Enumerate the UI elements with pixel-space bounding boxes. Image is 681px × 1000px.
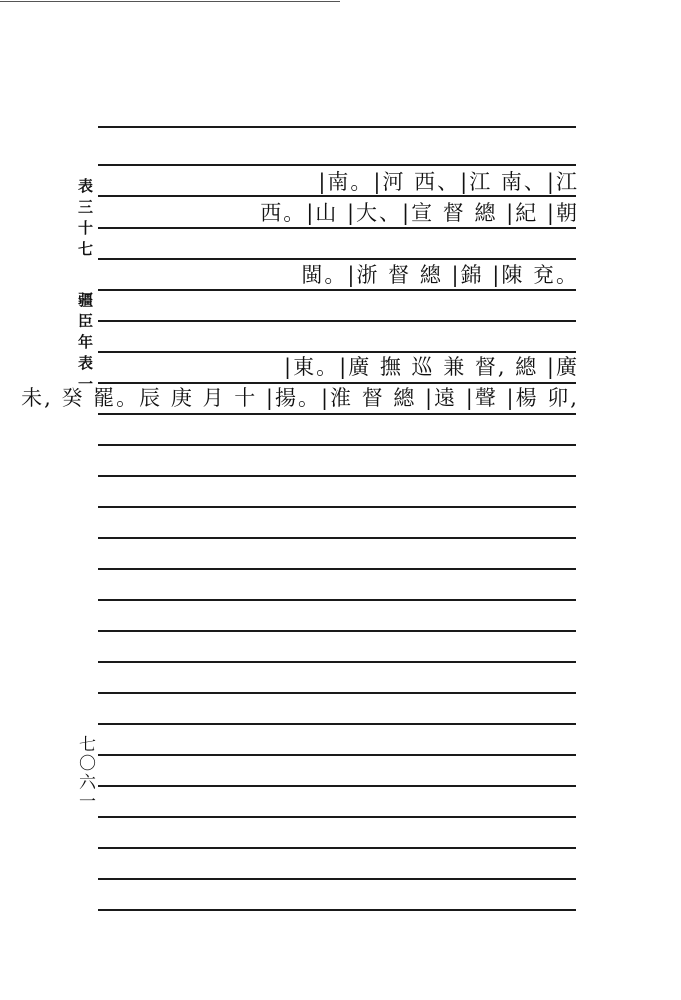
rule-line: [98, 320, 576, 322]
table-text-row: 西。|山 |大、|宣 督 總 |紀 |朝: [260, 201, 579, 225]
rule-line: [98, 568, 576, 570]
top-margin-line: [0, 1, 340, 2]
table-text-row: 未, 癸 罷。辰 庚 月 十 |揚。|淮 督 總 |遠 |聲 |楊 卯,: [21, 386, 579, 410]
rule-line: [98, 599, 576, 601]
rule-line: [98, 164, 576, 166]
rule-line: [98, 126, 576, 128]
rule-line: [98, 847, 576, 849]
rule-line: [98, 909, 576, 911]
table-text-row: 閩。|浙 督 總 |錦 |陳 兗。: [301, 263, 579, 287]
rule-line: [98, 785, 576, 787]
rule-line: [98, 475, 576, 477]
rule-line: [98, 506, 576, 508]
rule-line: [98, 692, 576, 694]
table-number-label: 表三十七: [76, 178, 94, 262]
rule-line: [98, 444, 576, 446]
table-text-row: |東。|廣 撫 巡 兼 督, 總 |廣: [284, 355, 579, 379]
table-text-row: |南。|河 西、|江 南、|江: [318, 170, 579, 194]
rule-line: [98, 537, 576, 539]
rule-line: [98, 816, 576, 818]
page-number: 七〇六一: [75, 735, 95, 811]
rule-line: [98, 630, 576, 632]
rule-line: [98, 413, 576, 415]
table-title-label: 疆臣年表一: [76, 292, 94, 397]
rule-line: [98, 661, 576, 663]
rule-line: [98, 754, 576, 756]
rule-line: [98, 723, 576, 725]
rule-line: [98, 878, 576, 880]
